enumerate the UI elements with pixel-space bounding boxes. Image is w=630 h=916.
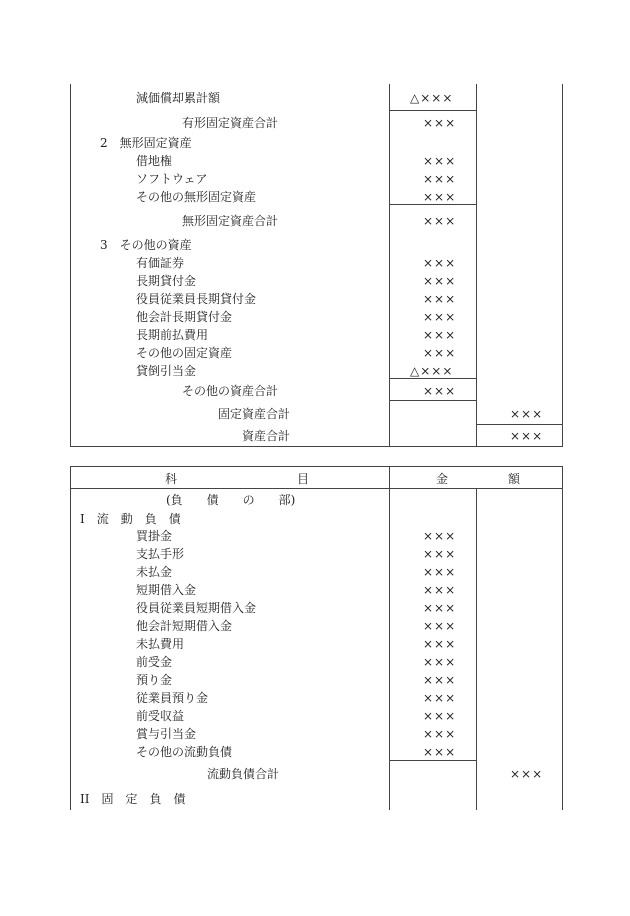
row-label: 他会計長期貸付金 (136, 310, 233, 324)
row-total: ××× (510, 767, 544, 781)
row-amount: ××× (423, 116, 457, 130)
row-label: 前受収益 (136, 709, 185, 723)
row-amount: ××× (423, 190, 457, 204)
lower-top-border (70, 466, 563, 467)
upper-divider-amount (476, 84, 477, 446)
row-amount: ××× (423, 709, 457, 723)
row-amount: ××× (423, 256, 457, 270)
row-amount: ××× (423, 310, 457, 324)
row-amount: ××× (423, 274, 457, 288)
upper-bottom-border (70, 446, 563, 447)
lower-divider-subject (389, 466, 390, 810)
row-label: 長期貸付金 (136, 274, 197, 288)
column-header-amount: 金 額 (436, 472, 521, 486)
row-amount: ××× (423, 154, 457, 168)
row-amount: ××× (423, 384, 457, 398)
row-label: 賞与引当金 (136, 727, 197, 741)
lower-right-border (562, 466, 563, 810)
row-label: 短期借入金 (136, 583, 197, 597)
row-label: その他の無形固定資産 (136, 190, 257, 204)
row-label: 他会計短期借入金 (136, 619, 233, 633)
row-label: 資産合計 (242, 429, 291, 443)
row-label: 貸倒引当金 (136, 364, 197, 378)
row-label: その他の流動負債 (136, 745, 233, 759)
row-label: II 固 定 負 債 (80, 792, 186, 806)
header-bottom-rule (70, 488, 563, 489)
row-amount: △××× (410, 364, 454, 378)
row-total: ××× (510, 407, 544, 421)
row-label: 支払手形 (136, 547, 185, 561)
row-label: 2 無形固定資産 (100, 136, 192, 150)
row-total: ××× (510, 429, 544, 443)
row-label: 3 その他の資産 (100, 238, 192, 252)
row-label: 有形固定資産合計 (182, 116, 279, 130)
subtotal-rule (389, 378, 476, 379)
row-label: 流動負債合計 (207, 767, 280, 781)
row-amount: ××× (423, 328, 457, 342)
row-amount: ××× (423, 601, 457, 615)
row-amount: ××× (423, 565, 457, 579)
row-amount: ××× (423, 214, 457, 228)
row-label: ソフトウェア (136, 172, 208, 186)
row-label: その他の固定資産 (136, 346, 233, 360)
lower-divider-amount (476, 488, 477, 810)
row-amount: ××× (423, 655, 457, 669)
row-amount: △××× (410, 91, 454, 105)
column-header-subject: 科 目 (165, 472, 310, 486)
row-amount: ××× (423, 637, 457, 651)
row-amount: ××× (423, 619, 457, 633)
row-label: 未払金 (136, 565, 173, 579)
subtotal-rule (389, 204, 476, 205)
row-label: 固定資産合計 (218, 407, 291, 421)
row-label: 従業員預り金 (136, 691, 209, 705)
total-rule (476, 424, 562, 425)
row-amount: ××× (423, 346, 457, 360)
row-amount: ××× (423, 673, 457, 687)
section-title: (負 債 の 部) (166, 493, 296, 507)
row-amount: ××× (423, 172, 457, 186)
subtotal-rule (389, 760, 476, 761)
row-amount: ××× (423, 691, 457, 705)
row-amount: ××× (423, 727, 457, 741)
row-amount: ××× (423, 529, 457, 543)
row-label: 無形固定資産合計 (182, 214, 279, 228)
row-label: 減価償却累計額 (136, 91, 221, 105)
row-label: その他の資産合計 (182, 384, 279, 398)
row-amount: ××× (423, 292, 457, 306)
upper-divider-subject (389, 84, 390, 446)
row-label: I 流 動 負 債 (80, 512, 181, 526)
row-label: 未払費用 (136, 637, 185, 651)
subtotal-rule (389, 110, 476, 111)
row-label: 役員従業員長期貸付金 (136, 292, 257, 306)
row-amount: ××× (423, 583, 457, 597)
row-label: 預り金 (136, 673, 173, 687)
row-label: 買掛金 (136, 529, 173, 543)
lower-left-border (70, 466, 71, 810)
upper-left-border (70, 84, 71, 446)
row-label: 借地権 (136, 154, 173, 168)
upper-right-border (562, 84, 563, 446)
row-label: 役員従業員短期借入金 (136, 601, 257, 615)
row-amount: ××× (423, 547, 457, 561)
row-label: 有価証券 (136, 256, 185, 270)
row-label: 前受金 (136, 655, 173, 669)
subtotal-rule (389, 400, 476, 401)
row-amount: ××× (423, 745, 457, 759)
row-label: 長期前払費用 (136, 328, 209, 342)
